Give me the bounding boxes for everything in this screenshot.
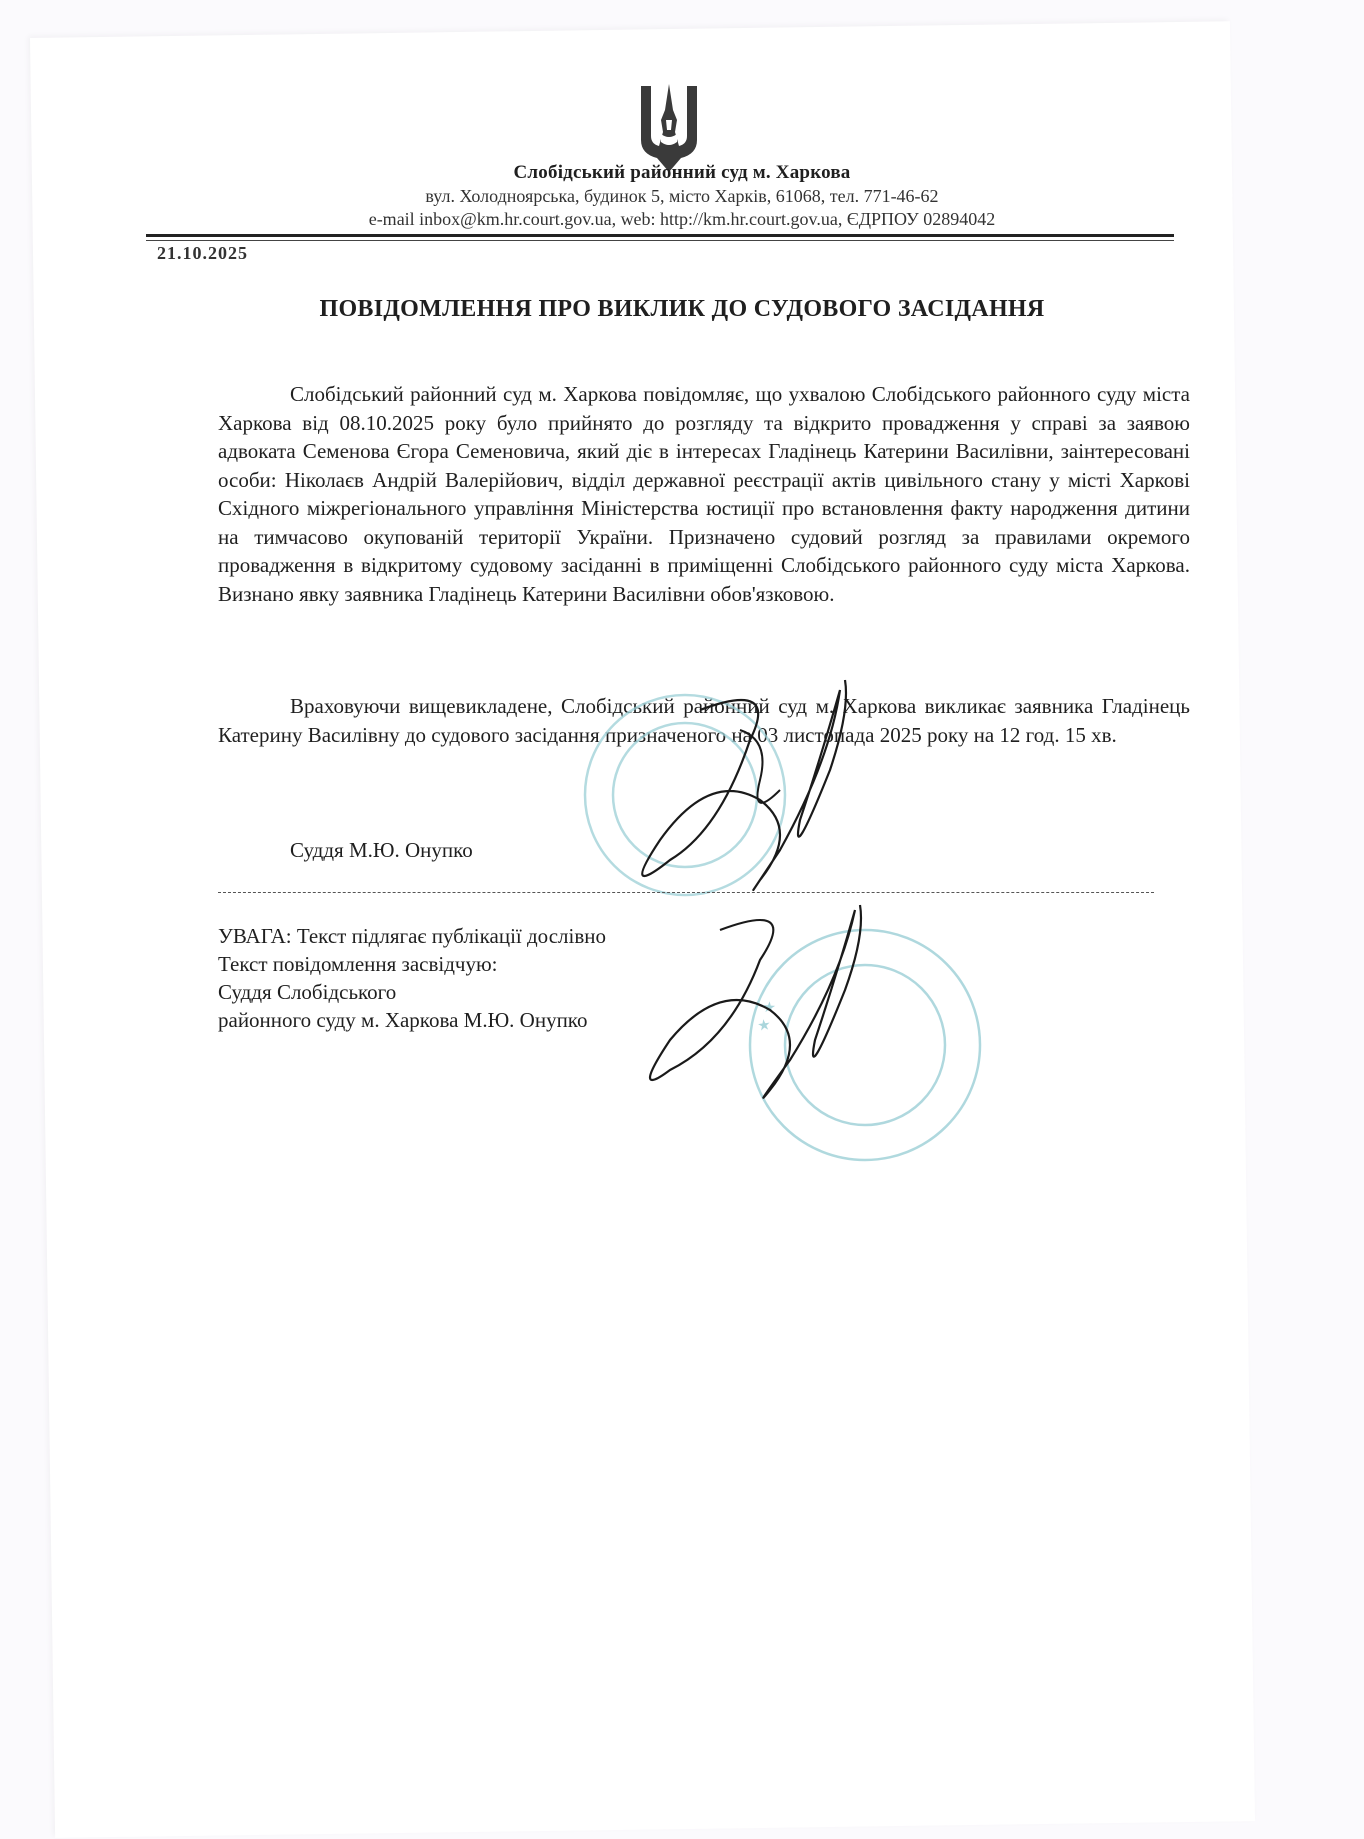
- document-date: 21.10.2025: [157, 243, 248, 263]
- body-paragraph-2: Враховуючи вищевикладене, Слобідський районний суд м. Харкова викликає заявника Гладінець Катерину Василівну до судового засідання призначеного на 03 листопада 2025 року на 12 год. 15 хв.: [218, 694, 1190, 747]
- certification-block: [218, 922, 606, 1034]
- header-rule-thin: [146, 240, 1174, 241]
- document-title: ПОВІДОМЛЕННЯ ПРО ВИКЛИК ДО СУДОВОГО ЗАСІДАННЯ: [319, 296, 1045, 322]
- court-contacts: e-mail inbox@km.hr.court.gov.ua, web: http://km.hr.court.gov.ua, ЄДРПОУ 02894042: [368, 209, 996, 229]
- court-name: Слобідський районний суд м. Харкова: [513, 162, 851, 183]
- judge-signature-lower: [640, 900, 880, 1120]
- svg-text:★ ★: ★ ★: [754, 998, 780, 1034]
- signature-rule: [218, 892, 1154, 893]
- body-paragraph-1: Слобідський районний суд м. Харкова повідомляє, що ухвалою Слобідського районного суду міста Харкова від 08.10.2025 року було прийнято до розгляду та відкрито провадження у справі за заявою адвоката Семенова Єгора Семеновича, який діє в інтересах Гладінець Катерини Василівни, заінтересовані особи: Ніколаєв Андрій Валерійович, відділ державної реєстрації актів цивільного стану у місті Харкові Східного міжрегіонального управління Міністерства юстиції про встановлення факту народження дитини на тимчасово окупованій території України. Призначено судовий розгляд за правилами окремого провадження в відкритому судовому засіданні в приміщенні Слобідського районного суду міста Харкова. Визнано явку заявника Гладінець Катерини Василівни обов'язковою.: [218, 382, 1190, 606]
- judge-title-line-1: Суддя Слобідського: [218, 980, 397, 1004]
- header-rule-thick: [146, 234, 1174, 237]
- judge-signature-upper: [630, 670, 870, 920]
- certify-text: Текст повідомлення засвідчую:: [218, 952, 498, 976]
- judge-title-line-2: районного суду м. Харкова М.Ю. Онупко: [218, 1008, 588, 1032]
- court-address: вул. Холодноярська, будинок 5, місто Харків, 61068, тел. 771-46-62: [425, 186, 939, 206]
- publication-warning: УВАГА: Текст підлягає публікації дослівно: [218, 924, 606, 948]
- judge-name-line: Суддя М.Ю. Онупко: [290, 838, 473, 862]
